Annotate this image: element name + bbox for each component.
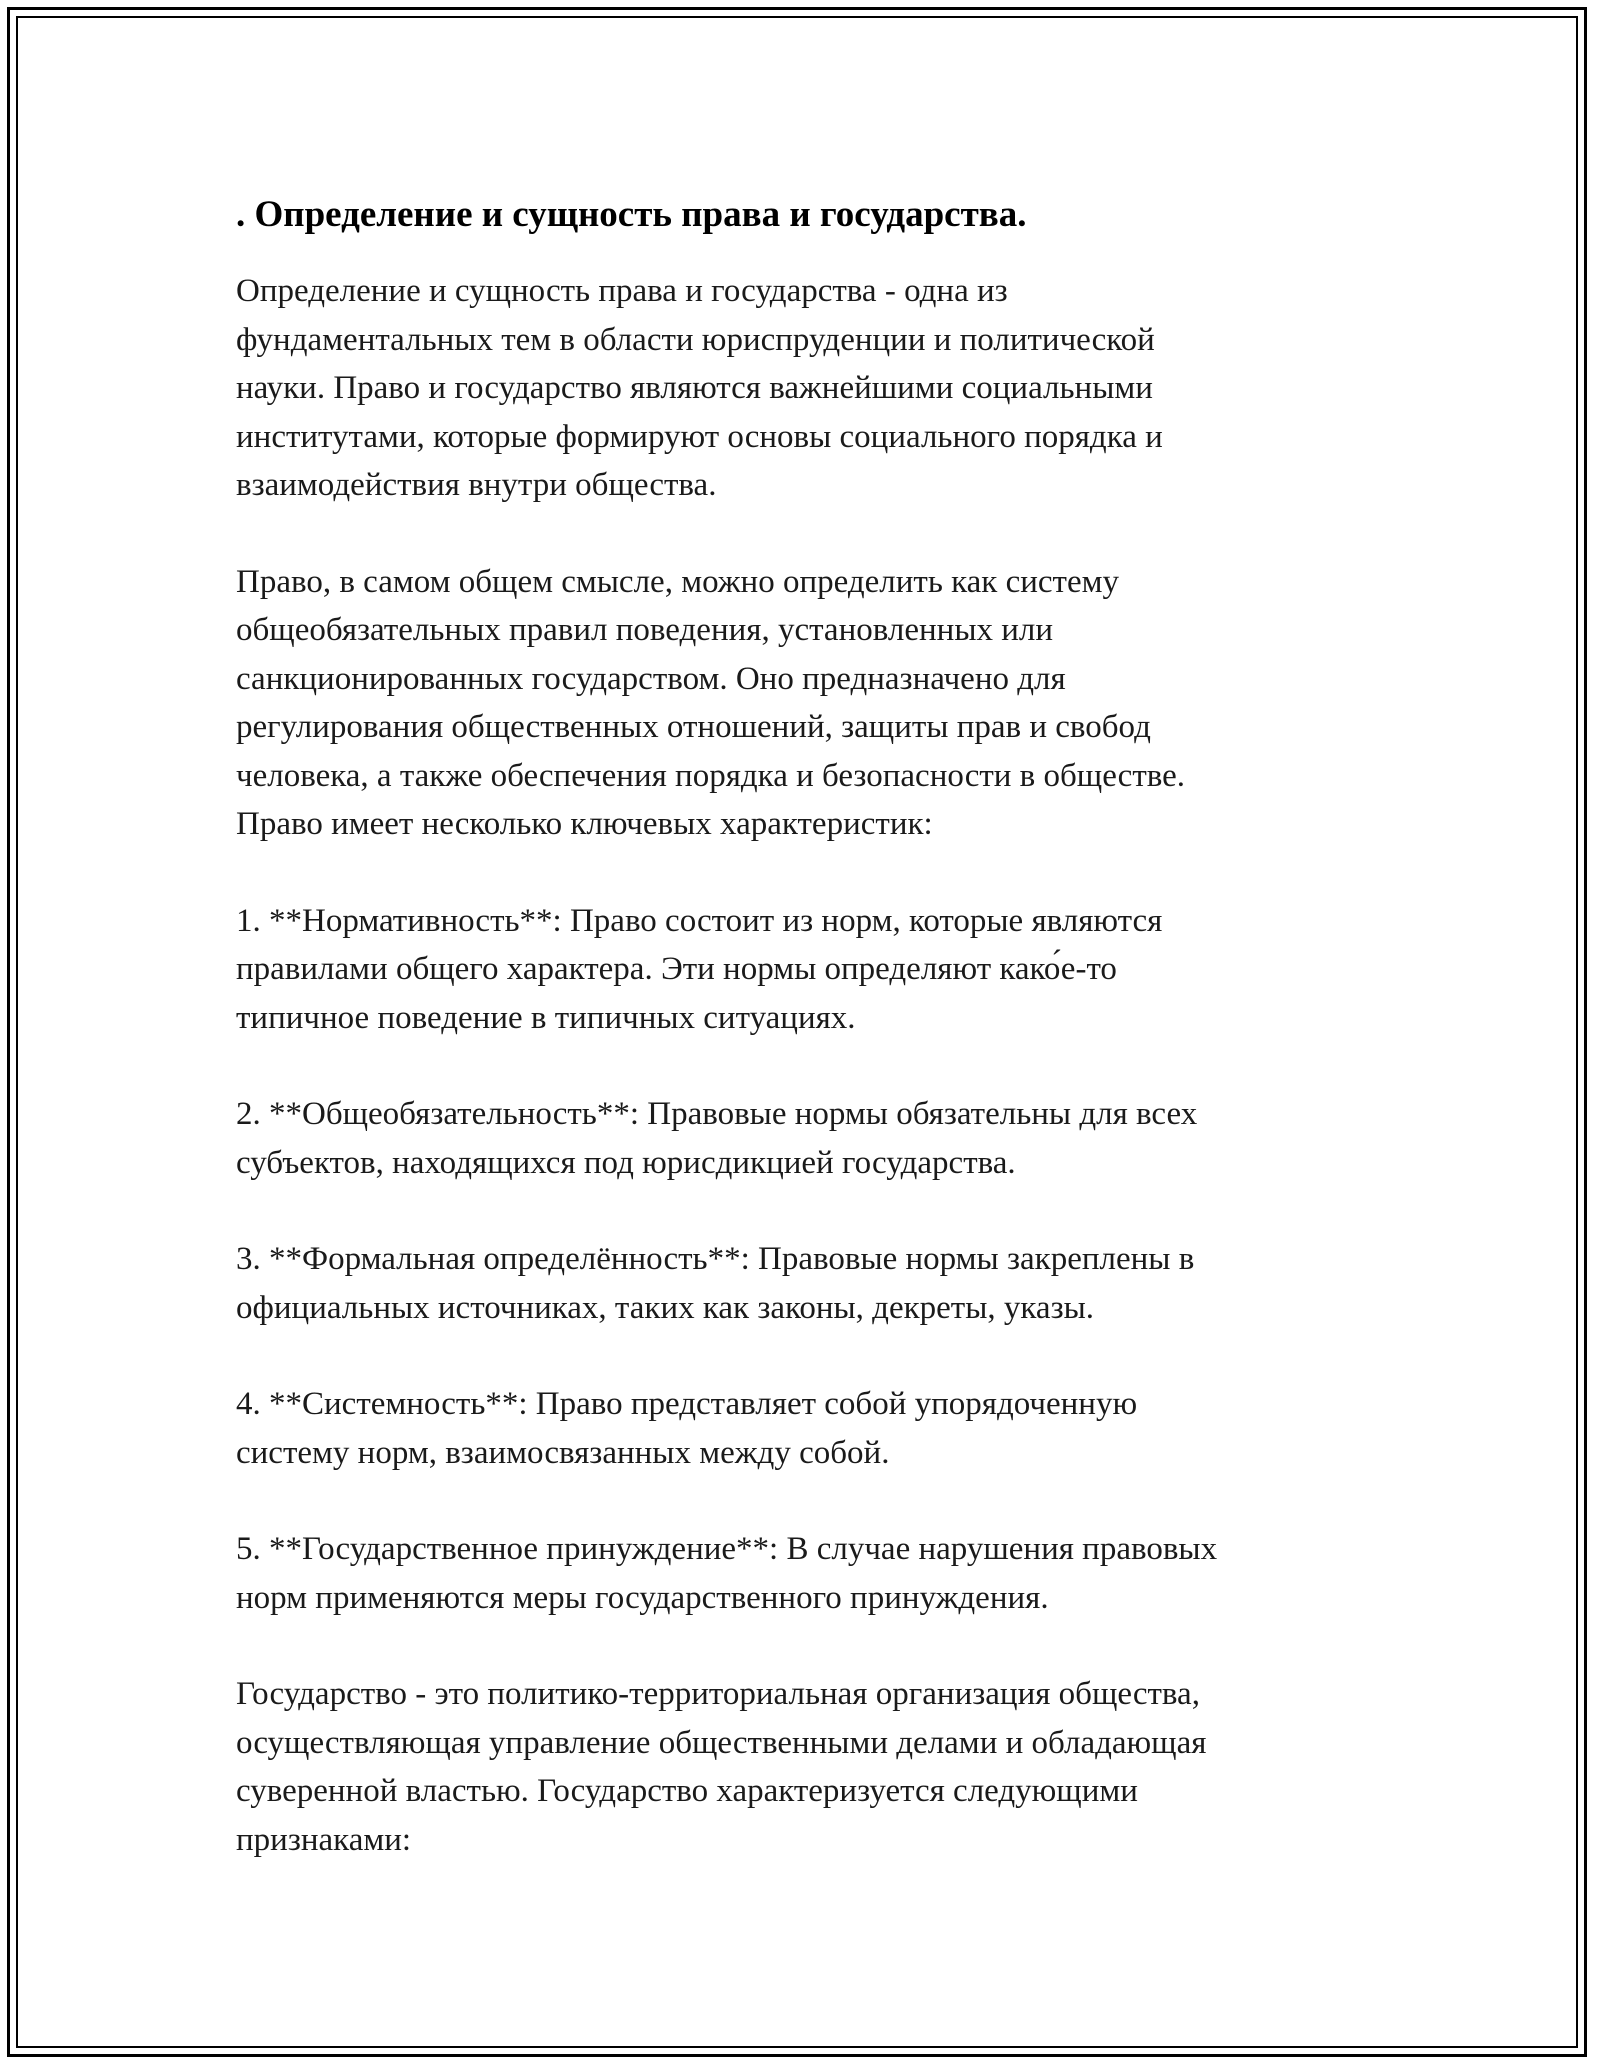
paragraph-line: признаками:: [236, 1821, 412, 1858]
paragraph-line: 3. **Формальная определённость**: Правовые нормы закреплены в: [236, 1241, 1195, 1277]
paragraph: [236, 1670, 1376, 1864]
paragraph-line: Государство - это политико-территориальная организация общества,: [236, 1676, 1200, 1712]
document-title: . Определение и сущность права и государства.: [236, 194, 1027, 235]
paragraph-line: 1. **Нормативность**: Право состоит из норм, которые являются: [236, 902, 1163, 939]
paragraph-line: 5. **Государственное принуждение**: В случае нарушения правовых: [236, 1531, 1218, 1567]
paragraph-line: субъектов, находящихся под юрисдикцией государства.: [236, 1144, 1016, 1181]
paragraph-line: Определение и сущность права и государства - одна из: [236, 273, 1008, 309]
paragraph-line: Право имеет несколько ключевых характеристик:: [236, 806, 933, 842]
paragraph-line: официальных источниках, таких как законы, декреты, указы.: [236, 1289, 1095, 1326]
paragraph-line: науки. Право и государство являются важнейшими социальными: [236, 370, 1153, 406]
paragraph-line: типичное поведение в типичных ситуациях.: [236, 999, 856, 1036]
paragraph: [236, 1380, 1376, 1477]
paragraph-line: человека, а также обеспечения порядка и безопасности в обществе.: [236, 757, 1186, 794]
paragraph-line: суверенной властью. Государство характеризуется следующими: [236, 1773, 1138, 1809]
paragraph: [236, 897, 1376, 1043]
paragraph-line: 4. **Системность**: Право представляет собой упорядоченную: [236, 1386, 1138, 1422]
paragraph-line: общеобязательных правил поведения, установленных или: [236, 612, 1054, 648]
paragraph-line: норм применяются меры государственного принуждения.: [236, 1579, 1049, 1616]
paragraph-line: правилами общего характера. Эти нормы определяют како́е-то: [236, 951, 1117, 987]
paragraph: [236, 1525, 1376, 1622]
paragraph: [236, 1090, 1376, 1187]
paragraph-line: фундаментальных тем в области юриспруденции и политической: [236, 321, 1155, 358]
paragraph: [236, 1235, 1376, 1332]
paragraph-line: осуществляющая управление общественными делами и обладающая: [236, 1724, 1207, 1761]
paragraph-line: Право, в самом общем смысле, можно определить как систему: [236, 563, 1119, 600]
paragraph-line: взаимодействия внутри общества.: [236, 467, 717, 503]
paragraph-line: 2. **Общеобязательность**: Правовые нормы обязательны для всех: [236, 1096, 1198, 1132]
paragraph-line: институтами, которые формируют основы социального порядка и: [236, 418, 1163, 455]
paragraph-line: регулирования общественных отношений, защиты прав и свобод: [236, 709, 1151, 745]
document-body: [236, 185, 1376, 1912]
paragraph: [236, 558, 1376, 849]
paragraph-line: систему норм, взаимосвязанных между собой.: [236, 1434, 890, 1471]
paragraph-list: [236, 267, 1376, 1864]
paragraph: [236, 267, 1376, 510]
paragraph-line: санкционированных государством. Оно предназначено для: [236, 660, 1066, 697]
